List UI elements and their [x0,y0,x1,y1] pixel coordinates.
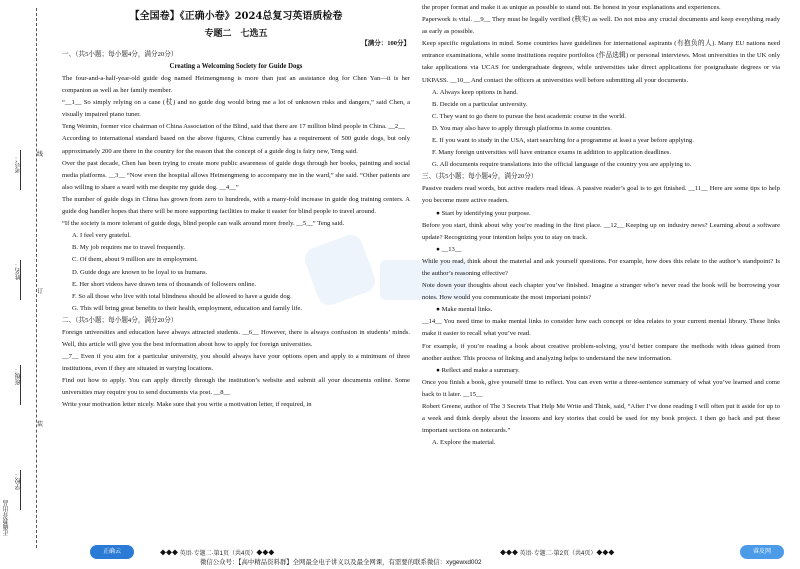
paragraph: __7__ Even if you aim for a particular university, you should always have your options open and apply to a minimum of three institutions, even if they are situated in varying locations. [62,353,410,373]
passage1-title: Creating a Welcoming Society for Guide Dogs [169,63,303,70]
passage1-body [62,73,410,230]
option-item: F. Many foreign universities will have entrance exams in addition to application deadlines. [432,149,671,157]
section2-heading: 二、（共5小题；每小题4分，满分20分） [62,316,178,324]
right-column [422,2,780,449]
footer-page-left: ◆◆◆ 英语·专题二·第1页（共4页）◆◆◆ [160,551,275,557]
passage2-body-right [422,2,780,87]
option-item: B. Decide on a particular university. [432,100,528,108]
passage2-options [422,87,780,172]
paragraph: Foreign universities and education have always attracted students. __6__ However, there is always confusion in students’ minds. Well, this article will give you the best information about how to apply for foreign universities. [62,328,410,348]
paragraph: The four-and-a-half-year-old guide dog named Heimengmeng is more than just an assistance dog for Chen Yan—it is her companion as well as her family member. [62,75,410,95]
exam-no-label: 考号： [16,155,22,173]
paragraph: The number of guide dogs in China has grown from zero to hundreds, with a many-fold increase in guide dog training centers. A guide dog handler hopes that there will be more supporting facilities to make it easier for blind people to travel around. [62,195,410,216]
bullet-heading [422,208,780,220]
option-item: G. All documents require translations into the official language of the country you are applying to. [432,161,692,169]
footer-page-right: ◆◆◆ 英语·专题二·第2页（共4页）◆◆◆ [500,551,615,557]
option-item: E. If you want to study in the USA, start searching for a programme at least a year before applying. [432,137,694,145]
publisher-label: 正确教育出品 [4,500,10,536]
passage3-body [422,183,780,449]
paragraph: Note down your thoughts about each chapter you’ve finished. Imagine a stranger who’s never read the book will be borrowing your notes. How would you communicate the most important points? [422,282,780,302]
footer-wechat: 微信公众号：【高中精品资料群】全网最全电子讲义以及最全网课，有需要的联系微信：xygewxd002 [200,559,482,566]
paragraph: Find out how to apply. You can apply directly through the institution’s website and submit all your documents online. Some universities may require you to send documents via post. __8__ [62,377,410,397]
paragraph: Passive readers read words, but active readers read ideas. A passive reader’s goal is to get finished. __11__ Here are some tips to help you become more active readers. [422,185,780,205]
bullet-dot-icon: ● [436,245,442,253]
binding-margin [0,0,58,569]
paragraph: Write your motivation letter nicely. Make sure that you write a motivation letter, if required, in [62,401,312,409]
paragraph: Once you finish a book, give yourself time to reflect. You can even write a three-sentence summary of what you’ve learned and come back to it later. __15__ [422,378,780,398]
bullet-heading [422,304,780,316]
bullet-heading [422,244,780,256]
option-item: D. You may also have to apply through platforms in some countries. [432,124,612,132]
paragraph: Robert Greene, author of The 3 Secrets That Help Me Write and Think, said, “After I’ve done reading I will often put it aside for up to a week and think deeply about the lessons and key stories that could be used for my book project. I then go back and put these important sections on notecards.” [422,403,780,435]
paragraph: Teng Weimin, former vice chairman of China Association of the Blind, said that there are 17 million blind people in China. __2__ [62,123,405,131]
paragraph: Over the past decade, Chen has been trying to create more public awareness of guide dogs through her books, painting and social media platforms. __3__ “Now even the hospital allows Heimengmeng to accompany me in the ward,” she said. “Other patients are also willing to share a ward with me despite my guide dog. __4__” [62,159,410,191]
option-item: A. Always keep options in hand. [432,88,518,96]
section1-heading: 一、（共5小题；每小题4分，满分20分） [62,51,178,58]
option-item: E. Her short videos have drawn tens of thousands of followers online. [72,280,257,288]
paragraph: “__1__ So simply relying on a cane (杖) and no guide dog would bring me a lot of unknown risks and dangers,” said Chen, a visually impaired piano tuner. [62,99,410,119]
paragraph: According to international standard based on the above figures, China currently has a requirement of 500 guide dogs, but only approximately 200 are there in the country for the reason that the concept of a guide dog is fairy new, Teng said. [62,135,410,155]
paragraph: __14__ You need time to make mental links to consider how each concept or idea relates to your current mental library. These links make it easier to recall what you’ve read. [422,318,780,338]
school-label: 学校： [16,472,22,490]
bullet-dot-icon: ● [436,306,442,314]
option-item: A. Explore the material. [432,439,496,447]
bullet-text: Reflect and make a summary. [441,366,520,374]
bullet-text: Make mental links. [441,306,493,314]
paragraph: “If the society is more tolerant of guide dogs, blind people can walk around more freely. __5__” Teng said. [62,220,345,228]
logo-right: 睿皮网 [740,545,784,559]
bullet-heading [422,365,780,377]
paragraph: Before you start, think about why you’re reading in the first place. __12__ Keeping up on industry news? Learning about a software update? Recognizing your intention helps you to stay on track. [422,221,780,241]
option-item: A. I feel very grateful. [72,232,131,240]
bullet-dot-icon: ● [436,366,442,374]
exam-title: 【全国卷】《正确小卷》2024总复习英语质检卷 [129,11,343,22]
bullet-dot-icon: ● [436,209,442,217]
paragraph: While you read, think about the material and ask yourself questions. For example, how does this relate to the author’s standpoint? Is the author’s reasoning effective? [422,257,780,277]
bullet-text: __13__ [441,245,462,253]
option-item: F. So all those who live with total blindness should be allowed to have a guide dog. [72,292,292,300]
option-item: C. They want to go there to pursue the best academic course in the world. [432,112,626,120]
exam-subtitle: 专题二 七选五 [204,28,268,38]
bullet-text: Start by identifying your purpose. [441,209,531,217]
class-label: 班级： [16,367,22,385]
passage2-body-left [62,327,410,412]
paragraph: Keep specific regulations in mind. Some countries have guidelines for international aspirants (有抱负的人). Many EU nations need entrance examinations, while some institutions require portfolios (作品选辑) or personal interviews. Most universities in the UK only take applications via UCAS for undergraduate degrees, while universities take direct applications for postgraduate degrees or via UKPASS. __10__ And contact the officers at universities well before submitting all your documents. [422,40,780,84]
paragraph: the proper format and make it as unique as possible to stand out. Be honest in your explanations and experiences. [422,4,721,11]
option-item: B. My job requires me to travel frequently. [72,244,185,252]
paragraph: For example, if you’re reading a book about creative problem-solving, you’d better compare the methods with ideas gained from another author. This process of linking and analyzing helps to understand the new information. [422,342,780,362]
cut-line [36,8,37,548]
passage1-options [62,230,410,315]
cut-label-zhuang: 装 [37,418,43,429]
section3-heading: 三、（共5小题；每小题4分，满分20分） [422,173,538,181]
logo-left: 正确云 [90,545,134,559]
name-label: 姓名： [16,262,22,280]
paragraph: Paperwork is vital. __9__ They must be legally verified (核实) as well. Do not miss any crucial documents and keep everything ready as early as possible. [422,16,780,36]
option-item: G. This will bring great benefits to their health, employment, education and family life. [72,304,303,312]
option-item: C. Of them, about 9 million are in employment. [72,256,198,264]
cut-label-xian: 线 [37,148,43,159]
cut-label-ding: 订 [37,285,43,296]
full-score: 【满分：100分】 [361,40,410,47]
option-item: D. Guide dogs are known to be loyal to us humans. [72,268,208,276]
left-column [62,2,410,412]
